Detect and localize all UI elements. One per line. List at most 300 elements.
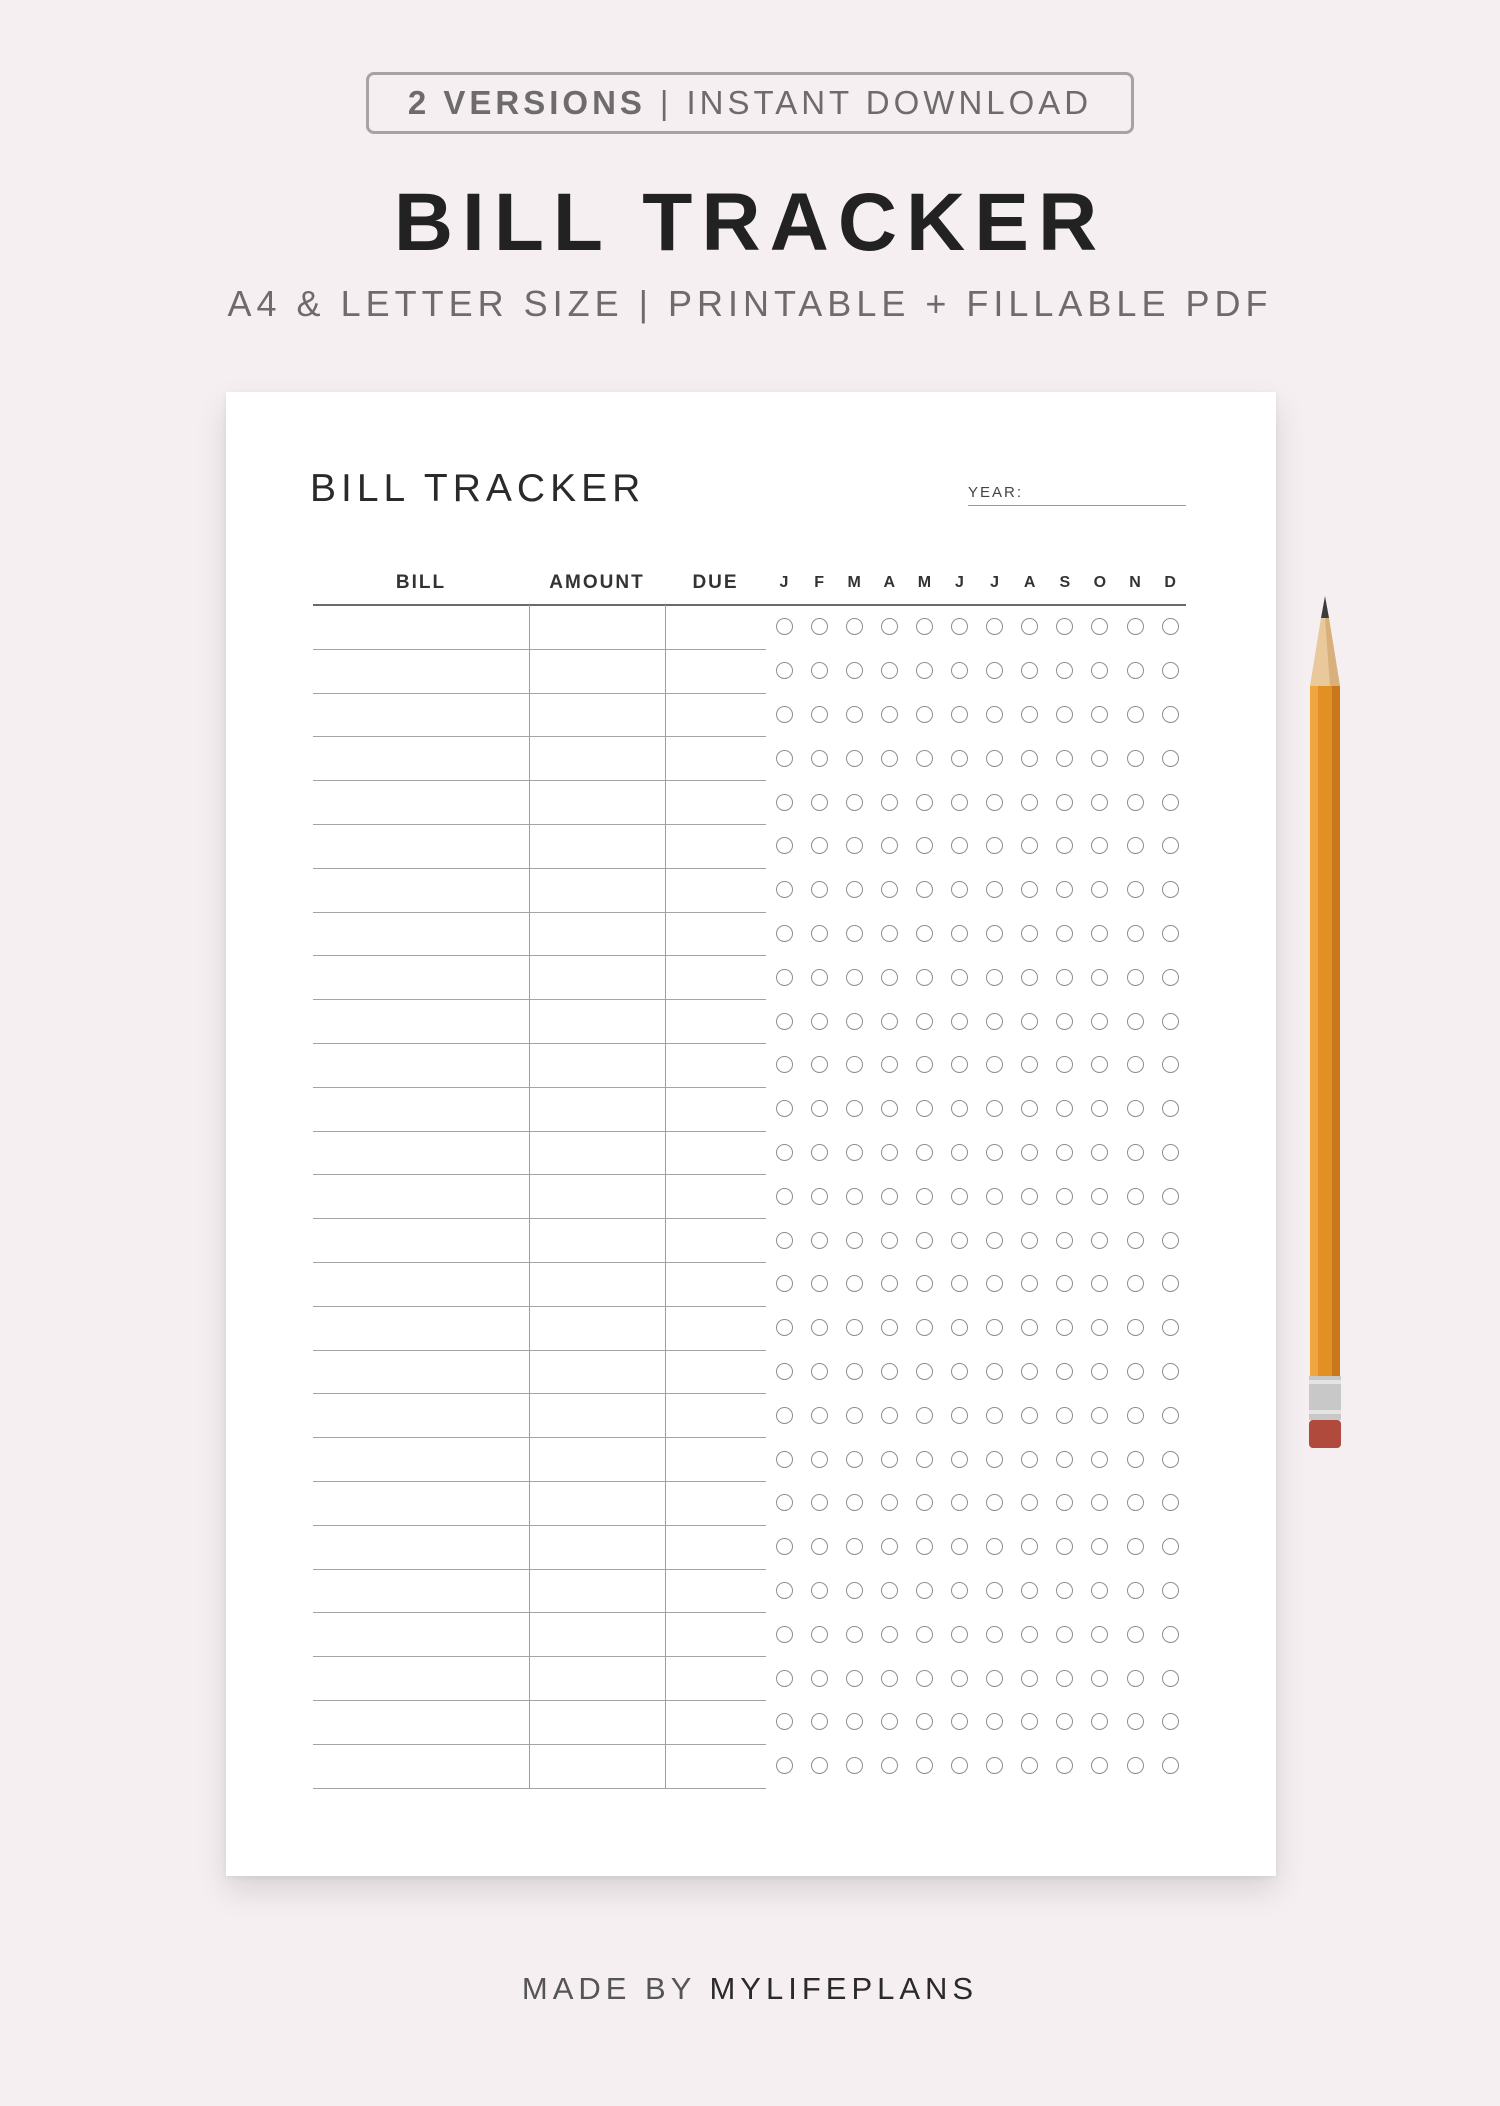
checkbox-circle-icon[interactable]	[951, 925, 968, 942]
checkbox-circle-icon[interactable]	[986, 881, 1003, 898]
checkbox-circle-icon[interactable]	[1091, 1144, 1108, 1161]
checkbox-circle-icon[interactable]	[811, 618, 828, 635]
checkbox-circle-icon[interactable]	[986, 837, 1003, 854]
checkbox-circle-icon[interactable]	[916, 881, 933, 898]
checkbox-circle-icon[interactable]	[1162, 1100, 1179, 1117]
checkbox-circle-icon[interactable]	[1127, 1319, 1144, 1336]
checkbox-circle-icon[interactable]	[1021, 881, 1038, 898]
checkbox-circle-icon[interactable]	[951, 1232, 968, 1249]
checkbox-circle-icon[interactable]	[951, 662, 968, 679]
checkbox-circle-icon[interactable]	[881, 1494, 898, 1511]
checkbox-circle-icon[interactable]	[986, 1363, 1003, 1380]
checkbox-circle-icon[interactable]	[811, 1363, 828, 1380]
checkbox-circle-icon[interactable]	[986, 1100, 1003, 1117]
checkbox-circle-icon[interactable]	[846, 1275, 863, 1292]
checkbox-circle-icon[interactable]	[1091, 1407, 1108, 1424]
checkbox-circle-icon[interactable]	[1162, 925, 1179, 942]
checkbox-circle-icon[interactable]	[811, 925, 828, 942]
checkbox-circle-icon[interactable]	[811, 1713, 828, 1730]
checkbox-circle-icon[interactable]	[811, 1100, 828, 1117]
checkbox-circle-icon[interactable]	[986, 1494, 1003, 1511]
checkbox-circle-icon[interactable]	[881, 1407, 898, 1424]
checkbox-circle-icon[interactable]	[1021, 1100, 1038, 1117]
checkbox-circle-icon[interactable]	[1021, 969, 1038, 986]
checkbox-circle-icon[interactable]	[1056, 1538, 1073, 1555]
checkbox-circle-icon[interactable]	[1162, 837, 1179, 854]
checkbox-circle-icon[interactable]	[1091, 925, 1108, 942]
checkbox-circle-icon[interactable]	[986, 1626, 1003, 1643]
checkbox-circle-icon[interactable]	[986, 1538, 1003, 1555]
checkbox-circle-icon[interactable]	[1127, 1538, 1144, 1555]
checkbox-circle-icon[interactable]	[1162, 1670, 1179, 1687]
checkbox-circle-icon[interactable]	[776, 1451, 793, 1468]
checkbox-circle-icon[interactable]	[1162, 1275, 1179, 1292]
checkbox-circle-icon[interactable]	[986, 1670, 1003, 1687]
checkbox-circle-icon[interactable]	[811, 1582, 828, 1599]
checkbox-circle-icon[interactable]	[1162, 1319, 1179, 1336]
checkbox-circle-icon[interactable]	[1127, 1232, 1144, 1249]
checkbox-circle-icon[interactable]	[1162, 1757, 1179, 1774]
checkbox-circle-icon[interactable]	[776, 662, 793, 679]
checkbox-circle-icon[interactable]	[1021, 1451, 1038, 1468]
checkbox-circle-icon[interactable]	[1127, 1407, 1144, 1424]
checkbox-circle-icon[interactable]	[1056, 1670, 1073, 1687]
checkbox-circle-icon[interactable]	[1056, 662, 1073, 679]
checkbox-circle-icon[interactable]	[846, 1013, 863, 1030]
checkbox-circle-icon[interactable]	[1056, 1494, 1073, 1511]
checkbox-circle-icon[interactable]	[986, 750, 1003, 767]
checkbox-circle-icon[interactable]	[1021, 1494, 1038, 1511]
checkbox-circle-icon[interactable]	[951, 1757, 968, 1774]
checkbox-circle-icon[interactable]	[881, 794, 898, 811]
checkbox-circle-icon[interactable]	[1056, 1100, 1073, 1117]
checkbox-circle-icon[interactable]	[776, 1582, 793, 1599]
checkbox-circle-icon[interactable]	[846, 1626, 863, 1643]
checkbox-circle-icon[interactable]	[846, 618, 863, 635]
checkbox-circle-icon[interactable]	[951, 1363, 968, 1380]
checkbox-circle-icon[interactable]	[811, 1319, 828, 1336]
checkbox-circle-icon[interactable]	[1056, 1363, 1073, 1380]
checkbox-circle-icon[interactable]	[1021, 794, 1038, 811]
checkbox-circle-icon[interactable]	[1162, 1538, 1179, 1555]
checkbox-circle-icon[interactable]	[1056, 1407, 1073, 1424]
checkbox-circle-icon[interactable]	[1091, 794, 1108, 811]
checkbox-circle-icon[interactable]	[1162, 1451, 1179, 1468]
checkbox-circle-icon[interactable]	[1056, 925, 1073, 942]
checkbox-circle-icon[interactable]	[846, 969, 863, 986]
checkbox-circle-icon[interactable]	[811, 1013, 828, 1030]
checkbox-circle-icon[interactable]	[916, 1626, 933, 1643]
checkbox-circle-icon[interactable]	[811, 706, 828, 723]
checkbox-circle-icon[interactable]	[1021, 1013, 1038, 1030]
checkbox-circle-icon[interactable]	[916, 1013, 933, 1030]
checkbox-circle-icon[interactable]	[916, 1494, 933, 1511]
checkbox-circle-icon[interactable]	[986, 1582, 1003, 1599]
checkbox-circle-icon[interactable]	[881, 1582, 898, 1599]
checkbox-circle-icon[interactable]	[811, 1670, 828, 1687]
checkbox-circle-icon[interactable]	[1091, 837, 1108, 854]
checkbox-circle-icon[interactable]	[811, 1275, 828, 1292]
checkbox-circle-icon[interactable]	[1162, 1713, 1179, 1730]
checkbox-circle-icon[interactable]	[951, 1582, 968, 1599]
checkbox-circle-icon[interactable]	[881, 706, 898, 723]
checkbox-circle-icon[interactable]	[1021, 1363, 1038, 1380]
checkbox-circle-icon[interactable]	[1056, 881, 1073, 898]
checkbox-circle-icon[interactable]	[1056, 1713, 1073, 1730]
checkbox-circle-icon[interactable]	[1091, 1100, 1108, 1117]
checkbox-circle-icon[interactable]	[916, 1188, 933, 1205]
checkbox-circle-icon[interactable]	[776, 1144, 793, 1161]
checkbox-circle-icon[interactable]	[776, 1232, 793, 1249]
checkbox-circle-icon[interactable]	[916, 1670, 933, 1687]
checkbox-circle-icon[interactable]	[916, 1144, 933, 1161]
checkbox-circle-icon[interactable]	[916, 1275, 933, 1292]
checkbox-circle-icon[interactable]	[1056, 706, 1073, 723]
checkbox-circle-icon[interactable]	[776, 618, 793, 635]
checkbox-circle-icon[interactable]	[811, 1494, 828, 1511]
checkbox-circle-icon[interactable]	[846, 1407, 863, 1424]
checkbox-circle-icon[interactable]	[1091, 1188, 1108, 1205]
checkbox-circle-icon[interactable]	[1056, 1144, 1073, 1161]
checkbox-circle-icon[interactable]	[1056, 1056, 1073, 1073]
checkbox-circle-icon[interactable]	[986, 1713, 1003, 1730]
checkbox-circle-icon[interactable]	[776, 750, 793, 767]
checkbox-circle-icon[interactable]	[916, 1538, 933, 1555]
checkbox-circle-icon[interactable]	[776, 1713, 793, 1730]
checkbox-circle-icon[interactable]	[846, 1713, 863, 1730]
checkbox-circle-icon[interactable]	[1091, 1494, 1108, 1511]
checkbox-circle-icon[interactable]	[846, 1319, 863, 1336]
checkbox-circle-icon[interactable]	[881, 1713, 898, 1730]
checkbox-circle-icon[interactable]	[881, 837, 898, 854]
checkbox-circle-icon[interactable]	[1162, 881, 1179, 898]
checkbox-circle-icon[interactable]	[1091, 1582, 1108, 1599]
checkbox-circle-icon[interactable]	[846, 837, 863, 854]
checkbox-circle-icon[interactable]	[1056, 1188, 1073, 1205]
checkbox-circle-icon[interactable]	[776, 1626, 793, 1643]
checkbox-circle-icon[interactable]	[776, 1100, 793, 1117]
checkbox-circle-icon[interactable]	[846, 1056, 863, 1073]
checkbox-circle-icon[interactable]	[776, 706, 793, 723]
checkbox-circle-icon[interactable]	[811, 794, 828, 811]
checkbox-circle-icon[interactable]	[1056, 1757, 1073, 1774]
checkbox-circle-icon[interactable]	[951, 618, 968, 635]
checkbox-circle-icon[interactable]	[986, 1056, 1003, 1073]
checkbox-circle-icon[interactable]	[776, 1670, 793, 1687]
checkbox-circle-icon[interactable]	[1056, 1232, 1073, 1249]
checkbox-circle-icon[interactable]	[1056, 1582, 1073, 1599]
checkbox-circle-icon[interactable]	[846, 706, 863, 723]
checkbox-circle-icon[interactable]	[1056, 1319, 1073, 1336]
checkbox-circle-icon[interactable]	[916, 969, 933, 986]
checkbox-circle-icon[interactable]	[1162, 969, 1179, 986]
checkbox-circle-icon[interactable]	[986, 794, 1003, 811]
checkbox-circle-icon[interactable]	[881, 1275, 898, 1292]
checkbox-circle-icon[interactable]	[846, 1363, 863, 1380]
checkbox-circle-icon[interactable]	[881, 1144, 898, 1161]
checkbox-circle-icon[interactable]	[1021, 1538, 1038, 1555]
checkbox-circle-icon[interactable]	[1127, 969, 1144, 986]
checkbox-circle-icon[interactable]	[811, 837, 828, 854]
checkbox-circle-icon[interactable]	[846, 794, 863, 811]
checkbox-circle-icon[interactable]	[916, 1100, 933, 1117]
checkbox-circle-icon[interactable]	[846, 662, 863, 679]
checkbox-circle-icon[interactable]	[881, 1013, 898, 1030]
checkbox-circle-icon[interactable]	[1021, 1275, 1038, 1292]
checkbox-circle-icon[interactable]	[881, 1757, 898, 1774]
checkbox-circle-icon[interactable]	[1091, 969, 1108, 986]
checkbox-circle-icon[interactable]	[986, 1013, 1003, 1030]
checkbox-circle-icon[interactable]	[916, 1407, 933, 1424]
checkbox-circle-icon[interactable]	[1056, 1275, 1073, 1292]
checkbox-circle-icon[interactable]	[1162, 1582, 1179, 1599]
checkbox-circle-icon[interactable]	[846, 1100, 863, 1117]
checkbox-circle-icon[interactable]	[1127, 1188, 1144, 1205]
checkbox-circle-icon[interactable]	[1127, 1100, 1144, 1117]
checkbox-circle-icon[interactable]	[951, 1494, 968, 1511]
checkbox-circle-icon[interactable]	[986, 1275, 1003, 1292]
checkbox-circle-icon[interactable]	[1127, 881, 1144, 898]
checkbox-circle-icon[interactable]	[776, 1275, 793, 1292]
checkbox-circle-icon[interactable]	[916, 1319, 933, 1336]
checkbox-circle-icon[interactable]	[951, 881, 968, 898]
checkbox-circle-icon[interactable]	[1056, 1013, 1073, 1030]
checkbox-circle-icon[interactable]	[1021, 837, 1038, 854]
checkbox-circle-icon[interactable]	[811, 969, 828, 986]
checkbox-circle-icon[interactable]	[881, 969, 898, 986]
checkbox-circle-icon[interactable]	[1162, 662, 1179, 679]
checkbox-circle-icon[interactable]	[1056, 1626, 1073, 1643]
checkbox-circle-icon[interactable]	[1127, 750, 1144, 767]
checkbox-circle-icon[interactable]	[881, 1363, 898, 1380]
checkbox-circle-icon[interactable]	[951, 1188, 968, 1205]
checkbox-circle-icon[interactable]	[951, 1275, 968, 1292]
checkbox-circle-icon[interactable]	[776, 1757, 793, 1774]
year-field[interactable]	[968, 505, 1186, 506]
checkbox-circle-icon[interactable]	[916, 794, 933, 811]
checkbox-circle-icon[interactable]	[1091, 618, 1108, 635]
checkbox-circle-icon[interactable]	[881, 1538, 898, 1555]
checkbox-circle-icon[interactable]	[1021, 1626, 1038, 1643]
checkbox-circle-icon[interactable]	[1021, 1232, 1038, 1249]
checkbox-circle-icon[interactable]	[986, 925, 1003, 942]
checkbox-circle-icon[interactable]	[1021, 1319, 1038, 1336]
checkbox-circle-icon[interactable]	[1127, 1363, 1144, 1380]
checkbox-circle-icon[interactable]	[1091, 1670, 1108, 1687]
checkbox-circle-icon[interactable]	[951, 1100, 968, 1117]
checkbox-circle-icon[interactable]	[881, 750, 898, 767]
checkbox-circle-icon[interactable]	[1091, 1363, 1108, 1380]
checkbox-circle-icon[interactable]	[1091, 662, 1108, 679]
checkbox-circle-icon[interactable]	[811, 1232, 828, 1249]
checkbox-circle-icon[interactable]	[916, 750, 933, 767]
checkbox-circle-icon[interactable]	[811, 1056, 828, 1073]
checkbox-circle-icon[interactable]	[1162, 1144, 1179, 1161]
checkbox-circle-icon[interactable]	[1127, 1451, 1144, 1468]
checkbox-circle-icon[interactable]	[951, 1013, 968, 1030]
checkbox-circle-icon[interactable]	[1091, 1275, 1108, 1292]
checkbox-circle-icon[interactable]	[846, 1494, 863, 1511]
checkbox-circle-icon[interactable]	[776, 1188, 793, 1205]
checkbox-circle-icon[interactable]	[1091, 1056, 1108, 1073]
checkbox-circle-icon[interactable]	[951, 969, 968, 986]
checkbox-circle-icon[interactable]	[1056, 794, 1073, 811]
checkbox-circle-icon[interactable]	[916, 1363, 933, 1380]
checkbox-circle-icon[interactable]	[916, 662, 933, 679]
checkbox-circle-icon[interactable]	[811, 1188, 828, 1205]
checkbox-circle-icon[interactable]	[811, 750, 828, 767]
checkbox-circle-icon[interactable]	[846, 1757, 863, 1774]
checkbox-circle-icon[interactable]	[881, 1319, 898, 1336]
checkbox-circle-icon[interactable]	[881, 1188, 898, 1205]
checkbox-circle-icon[interactable]	[986, 662, 1003, 679]
checkbox-circle-icon[interactable]	[916, 1056, 933, 1073]
checkbox-circle-icon[interactable]	[1127, 1013, 1144, 1030]
checkbox-circle-icon[interactable]	[951, 837, 968, 854]
checkbox-circle-icon[interactable]	[881, 1670, 898, 1687]
checkbox-circle-icon[interactable]	[881, 925, 898, 942]
checkbox-circle-icon[interactable]	[1127, 1713, 1144, 1730]
checkbox-circle-icon[interactable]	[1162, 1056, 1179, 1073]
checkbox-circle-icon[interactable]	[776, 1319, 793, 1336]
checkbox-circle-icon[interactable]	[1127, 1582, 1144, 1599]
checkbox-circle-icon[interactable]	[1127, 1056, 1144, 1073]
checkbox-circle-icon[interactable]	[811, 1144, 828, 1161]
checkbox-circle-icon[interactable]	[1162, 1232, 1179, 1249]
checkbox-circle-icon[interactable]	[916, 1451, 933, 1468]
checkbox-circle-icon[interactable]	[1021, 1407, 1038, 1424]
checkbox-circle-icon[interactable]	[951, 1451, 968, 1468]
checkbox-circle-icon[interactable]	[1056, 618, 1073, 635]
checkbox-circle-icon[interactable]	[1127, 837, 1144, 854]
checkbox-circle-icon[interactable]	[1091, 1319, 1108, 1336]
checkbox-circle-icon[interactable]	[1162, 1188, 1179, 1205]
checkbox-circle-icon[interactable]	[1091, 1626, 1108, 1643]
checkbox-circle-icon[interactable]	[776, 1056, 793, 1073]
checkbox-circle-icon[interactable]	[986, 1144, 1003, 1161]
checkbox-circle-icon[interactable]	[951, 1713, 968, 1730]
checkbox-circle-icon[interactable]	[776, 794, 793, 811]
checkbox-circle-icon[interactable]	[1091, 1538, 1108, 1555]
checkbox-circle-icon[interactable]	[846, 1451, 863, 1468]
checkbox-circle-icon[interactable]	[1127, 1275, 1144, 1292]
checkbox-circle-icon[interactable]	[986, 1188, 1003, 1205]
checkbox-circle-icon[interactable]	[1091, 750, 1108, 767]
checkbox-circle-icon[interactable]	[1021, 1188, 1038, 1205]
checkbox-circle-icon[interactable]	[986, 1451, 1003, 1468]
checkbox-circle-icon[interactable]	[916, 1713, 933, 1730]
checkbox-circle-icon[interactable]	[1091, 1451, 1108, 1468]
checkbox-circle-icon[interactable]	[846, 750, 863, 767]
checkbox-circle-icon[interactable]	[776, 881, 793, 898]
checkbox-circle-icon[interactable]	[951, 1626, 968, 1643]
checkbox-circle-icon[interactable]	[916, 706, 933, 723]
checkbox-circle-icon[interactable]	[1162, 794, 1179, 811]
checkbox-circle-icon[interactable]	[1021, 618, 1038, 635]
checkbox-circle-icon[interactable]	[846, 1670, 863, 1687]
checkbox-circle-icon[interactable]	[1162, 618, 1179, 635]
checkbox-circle-icon[interactable]	[1127, 1144, 1144, 1161]
checkbox-circle-icon[interactable]	[811, 1538, 828, 1555]
checkbox-circle-icon[interactable]	[951, 1407, 968, 1424]
checkbox-circle-icon[interactable]	[1162, 706, 1179, 723]
checkbox-circle-icon[interactable]	[846, 1144, 863, 1161]
checkbox-circle-icon[interactable]	[846, 1582, 863, 1599]
checkbox-circle-icon[interactable]	[1162, 1013, 1179, 1030]
checkbox-circle-icon[interactable]	[1162, 1626, 1179, 1643]
checkbox-circle-icon[interactable]	[951, 1319, 968, 1336]
checkbox-circle-icon[interactable]	[986, 1407, 1003, 1424]
checkbox-circle-icon[interactable]	[1127, 618, 1144, 635]
checkbox-circle-icon[interactable]	[916, 618, 933, 635]
checkbox-circle-icon[interactable]	[1021, 1713, 1038, 1730]
checkbox-circle-icon[interactable]	[1127, 1626, 1144, 1643]
checkbox-circle-icon[interactable]	[1021, 1582, 1038, 1599]
checkbox-circle-icon[interactable]	[776, 1363, 793, 1380]
checkbox-circle-icon[interactable]	[1091, 1232, 1108, 1249]
checkbox-circle-icon[interactable]	[1127, 1757, 1144, 1774]
checkbox-circle-icon[interactable]	[916, 1757, 933, 1774]
checkbox-circle-icon[interactable]	[846, 881, 863, 898]
checkbox-circle-icon[interactable]	[881, 1626, 898, 1643]
checkbox-circle-icon[interactable]	[881, 1056, 898, 1073]
checkbox-circle-icon[interactable]	[846, 1232, 863, 1249]
checkbox-circle-icon[interactable]	[776, 1407, 793, 1424]
checkbox-circle-icon[interactable]	[916, 837, 933, 854]
checkbox-circle-icon[interactable]	[1091, 1713, 1108, 1730]
checkbox-circle-icon[interactable]	[1127, 794, 1144, 811]
checkbox-circle-icon[interactable]	[881, 618, 898, 635]
checkbox-circle-icon[interactable]	[951, 1538, 968, 1555]
checkbox-circle-icon[interactable]	[776, 1494, 793, 1511]
checkbox-circle-icon[interactable]	[916, 1232, 933, 1249]
checkbox-circle-icon[interactable]	[811, 881, 828, 898]
checkbox-circle-icon[interactable]	[986, 1319, 1003, 1336]
checkbox-circle-icon[interactable]	[846, 1538, 863, 1555]
checkbox-circle-icon[interactable]	[846, 925, 863, 942]
checkbox-circle-icon[interactable]	[881, 1232, 898, 1249]
checkbox-circle-icon[interactable]	[881, 662, 898, 679]
checkbox-circle-icon[interactable]	[811, 662, 828, 679]
checkbox-circle-icon[interactable]	[1127, 925, 1144, 942]
checkbox-circle-icon[interactable]	[1127, 706, 1144, 723]
checkbox-circle-icon[interactable]	[1021, 1757, 1038, 1774]
checkbox-circle-icon[interactable]	[1021, 1670, 1038, 1687]
checkbox-circle-icon[interactable]	[951, 1670, 968, 1687]
checkbox-circle-icon[interactable]	[1127, 1670, 1144, 1687]
checkbox-circle-icon[interactable]	[916, 925, 933, 942]
checkbox-circle-icon[interactable]	[1021, 1144, 1038, 1161]
checkbox-circle-icon[interactable]	[881, 1451, 898, 1468]
checkbox-circle-icon[interactable]	[1056, 750, 1073, 767]
checkbox-circle-icon[interactable]	[916, 1582, 933, 1599]
checkbox-circle-icon[interactable]	[1091, 1013, 1108, 1030]
checkbox-circle-icon[interactable]	[1021, 750, 1038, 767]
checkbox-circle-icon[interactable]	[811, 1451, 828, 1468]
checkbox-circle-icon[interactable]	[1021, 1056, 1038, 1073]
checkbox-circle-icon[interactable]	[986, 1757, 1003, 1774]
checkbox-circle-icon[interactable]	[1162, 750, 1179, 767]
checkbox-circle-icon[interactable]	[776, 1013, 793, 1030]
checkbox-circle-icon[interactable]	[986, 1232, 1003, 1249]
checkbox-circle-icon[interactable]	[776, 1538, 793, 1555]
checkbox-circle-icon[interactable]	[1056, 837, 1073, 854]
checkbox-circle-icon[interactable]	[811, 1407, 828, 1424]
checkbox-circle-icon[interactable]	[986, 706, 1003, 723]
checkbox-circle-icon[interactable]	[1056, 969, 1073, 986]
checkbox-circle-icon[interactable]	[951, 1144, 968, 1161]
checkbox-circle-icon[interactable]	[1091, 1757, 1108, 1774]
